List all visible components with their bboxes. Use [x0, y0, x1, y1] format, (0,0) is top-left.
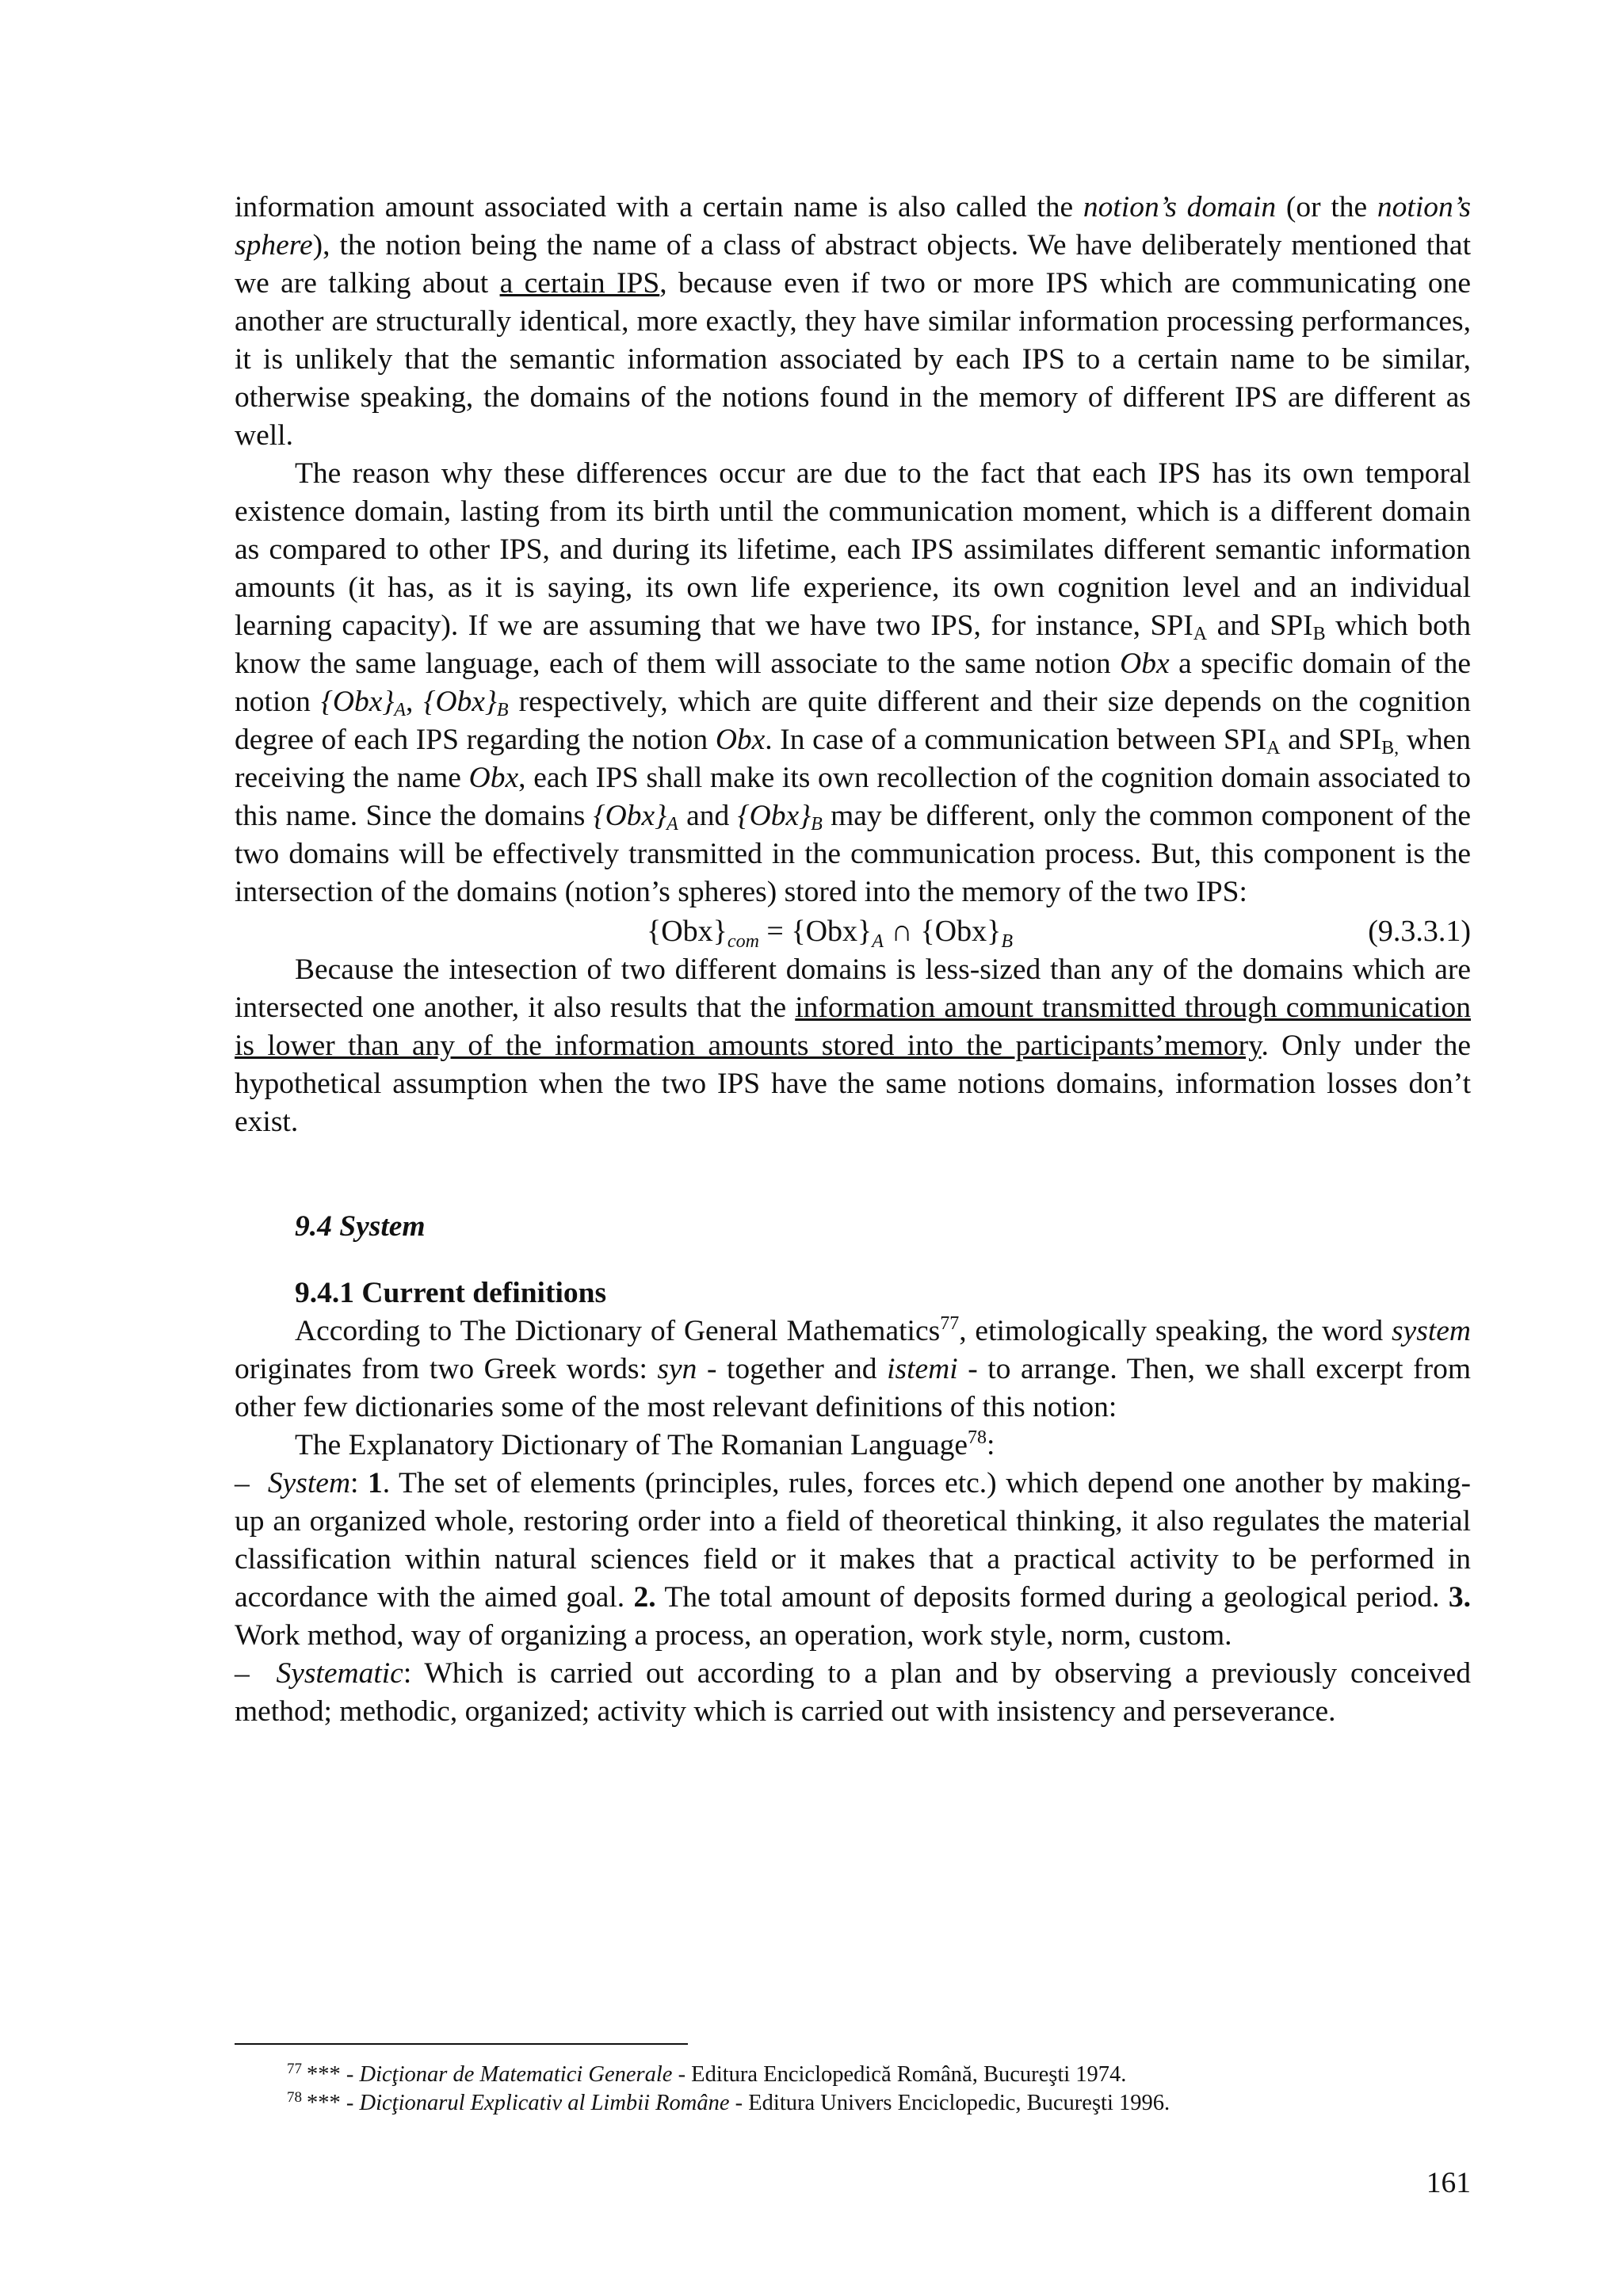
equation-number: (9.3.3.1) — [1368, 915, 1471, 948]
paragraph-explanatory-dictionary: The Explanatory Dictionary of The Romanian Language$^{78}$: — [295, 1427, 995, 1461]
paragraph-differences-reason: The reason why these differences occur are due to the fact that each IPS has its own temporal existence domain, lasting from its birth until the communication moment, which is a different domain as compared to other IPS, and during its lifetime, each IPS assimilates different semantic information amounts (it has, as it is saying, its own life experience, its own cognition level and an individual learning capacity). If we are assuming that we have two IPS, for instance, $SPI_A$ and $SPI_B$ which both know the same language, each of them will associate to the same notion Obx a specific domain of the notion $\{Obx\}_A$, $\{Obx\}_B$ respectively, which are quite different and their size depends on the cognition degree of each IPS regarding the notion Obx. In case of a communication between $SPI_A$ and $SPI_{B,}$ when receiving the name Obx, each IPS shall make its own recollection of the cognition domain associated to this name. Since the domains $\{Obx\}_A$ and $\{Obx\}_B$ may be different, only the common component of the two domains will be effectively transmitted in the communication process. But, this component is the intersection of the domains (notion’s spheres) stored into the memory of the two IPS: — [235, 457, 1472, 908]
footnote-78: $^{78}$ *** - Dicţionarul Explicativ al Limbii Române - Editura Univers Enciclopedic, Bucureşti 1996. — [287, 2089, 1170, 2115]
equation-expression: $\{Obx\}_{com} = \{Obx\}_A$ ∩ $\{Obx\}_B$ — [647, 915, 1013, 952]
paragraph-etymology: According to The Dictionary of General Mathematics$^{77}$, etimologically speaking, the word system originates from two Greek words: syn - together and istemi - to arrange. Then, we shall excerpt from other few dictionaries some of the most relevant definitions of this notion: — [235, 1313, 1472, 1423]
footnotes — [287, 2061, 1476, 2118]
paragraph-notion-domain: information amount associated with a certain name is also called the notion’s domain (or the notion’s sphere), the notion being the name of a class of abstract objects. We have deliberately mentioned that we are talking about a certain IPS, because even if two or more IPS which are communicating one another are structurally identical, more exactly, they have similar information processing performances, it is unlikely that the semantic information associated by each IPS to a certain name to be similar, otherwise speaking, the domains of the notions found in the memory of different IPS are different as well. — [235, 191, 1471, 452]
paragraph-intersection: Because the intesection of two different domains is less-sized than any of the domains which are intersected one another, it also results that the information amount transmitted through communication is lower than any of the information amounts stored into the participants’memory. Only under the hypothetical assumption when the two IPS have the same notions domains, information losses don’t exist. — [235, 953, 1471, 1138]
page-number: 161 — [1426, 2167, 1471, 2199]
footnote-77: $^{77}$ *** - Dicţionar de Matematici Generale - Editura Enciclopedică Română, Bucureşti 1974. — [287, 2061, 1127, 2087]
footnote-ref-78[interactable]: 78 — [968, 1427, 987, 1448]
underlined-a-certain-ips: a certain IPS — [499, 267, 660, 300]
equation-9-3-3-1 — [235, 911, 1471, 951]
section-title: 9.4 System — [295, 1210, 426, 1243]
subsection-title: 9.4.1 Current definitions — [295, 1277, 607, 1309]
definition-system: – System: 1. The set of elements (principles, rules, forces etc.) which depend one another by making-up an organized whole, restoring order into a field of theoretical thinking, it also regulates the material classification within natural sciences field or it makes that a practical activity to be performed in accordance with the aimed goal. 2. The total amount of deposits formed during a geological period. 3. Work method, way of organizing a process, an operation, work style, norm, custom. — [235, 1467, 1472, 1652]
term-notions-domain: notion’s domain — [1083, 191, 1277, 223]
term-notions-sphere: notion’s sphere — [235, 191, 1471, 262]
footnote-separator — [235, 2043, 688, 2045]
body-text — [235, 189, 1471, 1731]
definition-systematic: – Systematic: Which is carried out according to a plan and by observing a previously conceived method; methodic, organized; activity which is carried out with insistency and perseverance. — [235, 1657, 1471, 1728]
footnote-ref-77[interactable]: 77 — [940, 1313, 960, 1334]
underlined-information-loss: information amount transmitted through communication is lower than any of the information amounts stored into the participants’memory — [235, 991, 1471, 1062]
